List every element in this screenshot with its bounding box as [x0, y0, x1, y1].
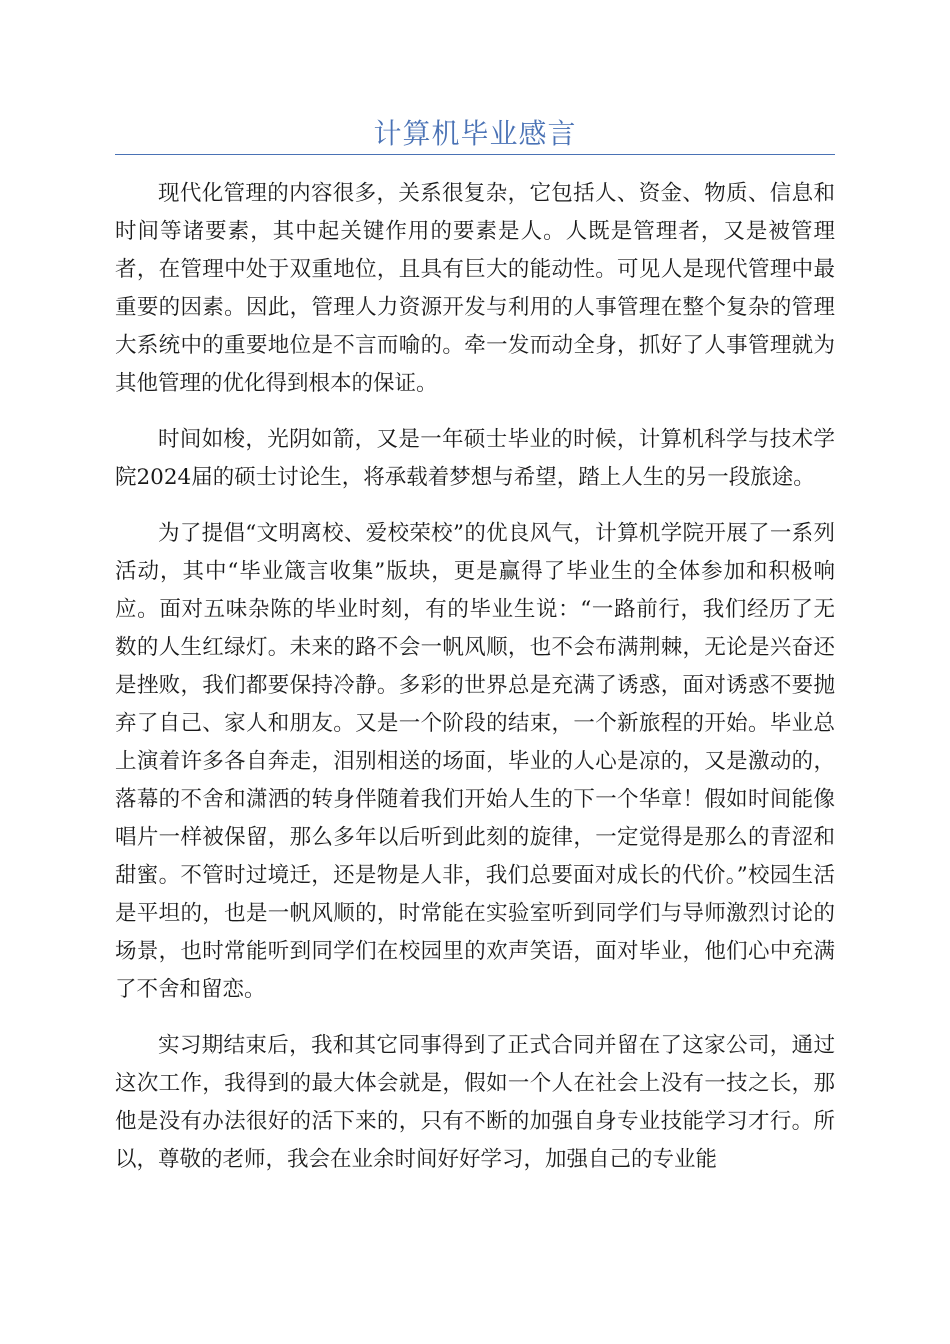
paragraph-1: 现代化管理的内容很多，关系很复杂，它包括人、资金、物质、信息和时间等诸要素，其中起关键作用的要素是人。人既是管理者，又是被管理者，在管理中处于双重地位，且具有巨大的能动性。可见人是现代管理中最重要的因素。因此，管理人力资源开发与利用的人事管理在整个复杂的管理大系统中的重要地位是不言而喻的。牵一发而动全身，抓好了人事管理就为其他管理的优化得到根本的保证。 [115, 181, 835, 396]
title-underline [115, 154, 835, 155]
paragraph-2: 时间如梭，光阴如箭，又是一年硕士毕业的时候，计算机科学与技术学院2024届的硕士讨论生，将承载着梦想与希望，踏上人生的另一段旅途。 [115, 427, 835, 490]
document-body [115, 175, 835, 1197]
document-title: 计算机毕业感言 [373, 117, 577, 150]
paragraph-4: 实习期结束后，我和其它同事得到了正式合同并留在了这家公司，通过这次工作，我得到的最大体会就是，假如一个人在社会上没有一技之长，那他是没有办法很好的活下来的，只有不断的加强自身专业技能学习才行。所以，尊敬的老师，我会在业余时间好好学习，加强自己的专业能 [115, 1033, 835, 1172]
paragraph-3: 为了提倡“文明离校、爱校荣校”的优良风气，计算机学院开展了一系列活动，其中“毕业箴言收集”版块，更是赢得了毕业生的全体参加和积极响应。面对五味杂陈的毕业时刻，有的毕业生说：“一路前行，我们经历了无数的人生红绿灯。未来的路不会一帆风顺，也不会布满荆棘，无论是兴奋还是挫败，我们都要保持冷静。多彩的世界总是充满了诱惑，面对诱惑不要抛弃了自己、家人和朋友。又是一个阶段的结束，一个新旅程的开始。毕业总上演着许多各自奔走，泪别相送的场面，毕业的人心是凉的，又是激动的，落幕的不舍和潇洒的转身伴随着我们开始人生的下一个华章！假如时间能像唱片一样被保留，那么多年以后听到此刻的旋律，一定觉得是那么的青涩和甜蜜。不管时过境迁，还是物是人非，我们总要面对成长的代价。”校园生活是平坦的，也是一帆风顺的，时常能在实验室听到同学们与导师激烈讨论的场景，也时常能听到同学们在校园里的欢声笑语，面对毕业，他们心中充满了不舍和留恋。 [115, 521, 835, 1002]
